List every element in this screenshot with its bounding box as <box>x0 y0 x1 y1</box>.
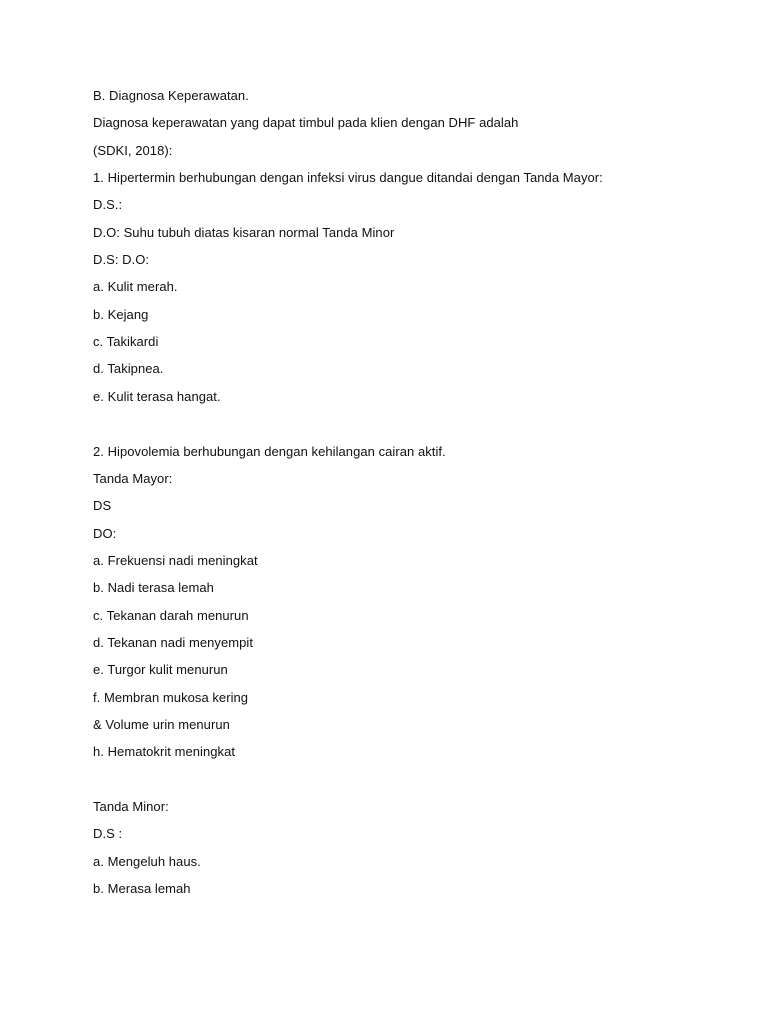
diagnosis-2-title: 2. Hipovolemia berhubungan dengan kehilangan cairan aktif. <box>93 444 446 459</box>
list-item: d. Takipnea. <box>93 361 164 376</box>
list-item: a. Frekuensi nadi meningkat <box>93 553 258 568</box>
list-item: e. Kulit terasa hangat. <box>93 389 221 404</box>
list-item: a. Mengeluh haus. <box>93 854 201 869</box>
list-item: f. Membran mukosa kering <box>93 690 249 705</box>
list-item: a. Kulit merah. <box>93 279 178 294</box>
list-item: c. Takikardi <box>93 334 159 349</box>
list-item: b. Nadi terasa lemah <box>93 580 214 595</box>
diagnosis-2-ds: DS <box>93 498 112 513</box>
diagnosis-1-ds-do: D.S: D.O: <box>93 252 150 267</box>
section-heading: B. Diagnosa Keperawatan. <box>93 88 249 103</box>
major-signs-heading: Tanda Mayor: <box>93 471 173 486</box>
diagnosis-1-title: 1. Hipertermin berhubungan dengan infeksi virus dangue ditandai dengan Tanda Mayor: <box>93 170 603 185</box>
diagnosis-1-do: D.O: Suhu tubuh diatas kisaran normal Tanda Minor <box>93 225 395 240</box>
diagnosis-1-ds: D.S.: <box>93 197 123 212</box>
list-item: e. Turgor kulit menurun <box>93 662 228 677</box>
intro-text: Diagnosa keperawatan yang dapat timbul pada klien dengan DHF adalah <box>93 115 519 130</box>
minor-signs-heading: Tanda Minor: <box>93 799 169 814</box>
list-item: d. Tekanan nadi menyempit <box>93 635 253 650</box>
list-item: h. Hematokrit meningkat <box>93 744 236 759</box>
list-item: & Volume urin menurun <box>93 717 230 732</box>
list-item: c. Tekanan darah menurun <box>93 608 249 623</box>
diagnosis-2-do: DO: <box>93 526 117 541</box>
list-item: b. Merasa lemah <box>93 881 191 896</box>
minor-signs-ds: D.S : <box>93 826 123 841</box>
list-item: b. Kejang <box>93 307 149 322</box>
source-citation: (SDKI, 2018): <box>93 143 173 158</box>
